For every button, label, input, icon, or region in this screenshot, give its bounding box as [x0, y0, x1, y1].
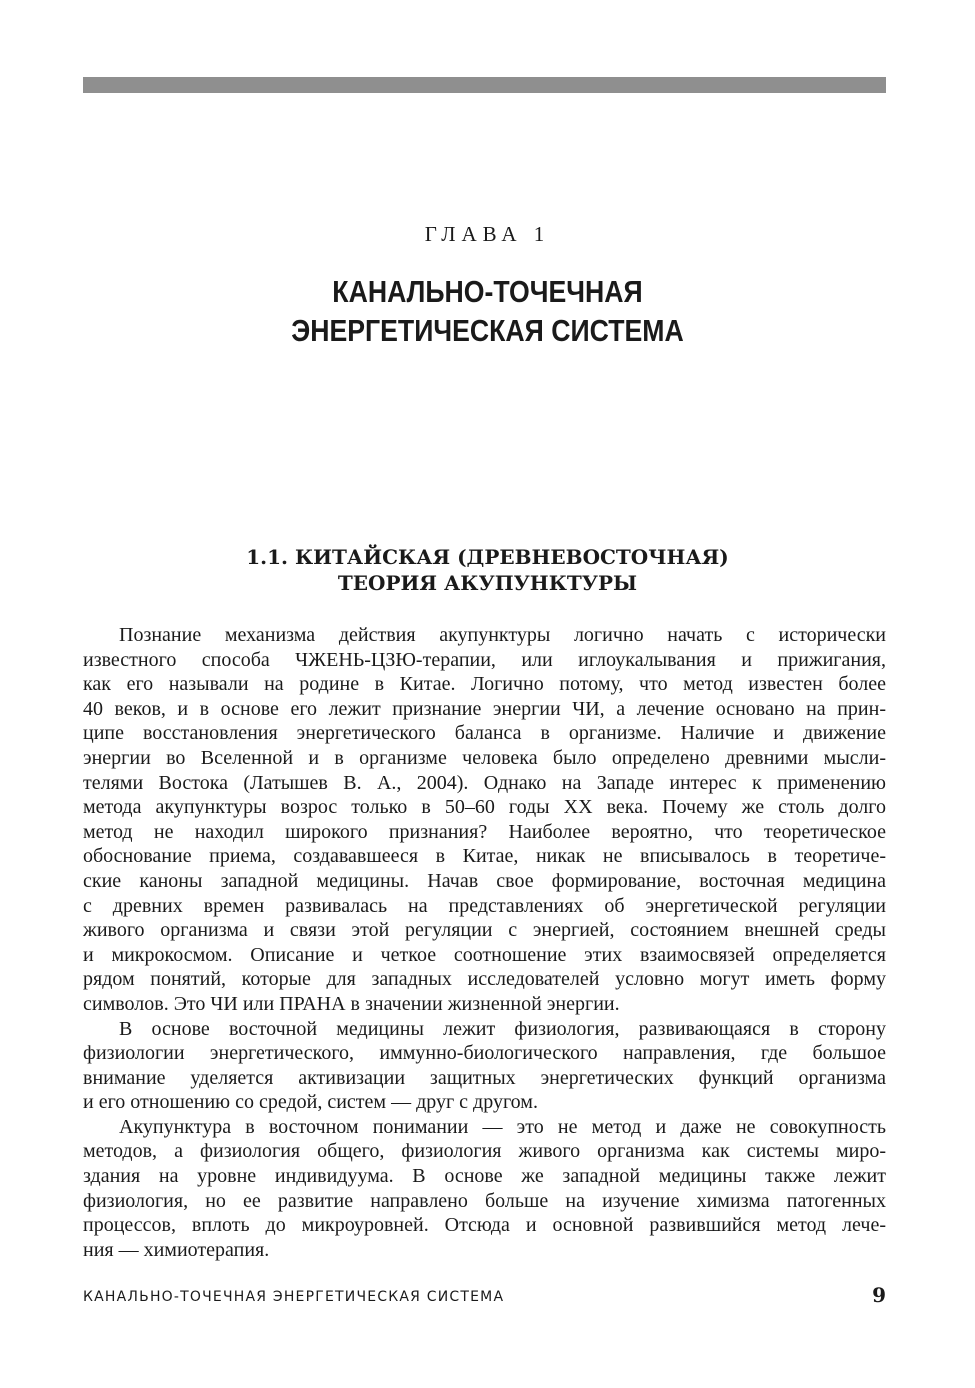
text-line: символов. Это ЧИ или ПРАНА в значении жизненной энергии. — [83, 992, 620, 1015]
text-line: физиологии энергетического, иммунно-биологического направления, где большое — [83, 1042, 886, 1065]
text-line: ципе восстановления энергетического баланса в организме. Наличие и движение — [83, 722, 886, 745]
chapter-title-line: ЭНЕРГЕТИЧЕСКАЯ СИСТЕМА — [291, 313, 684, 348]
section-title — [0, 544, 975, 596]
text-line: 40 веков, и в основе его лежит признание энергии ЧИ, а лечение основано на прин- — [83, 697, 886, 720]
text-line: процессов, вплоть до микроуровней. Отсюда и основной развившийся метод лече- — [83, 1214, 886, 1237]
text-line: рядом понятий, которые для западных исследователей условно могут иметь форму — [83, 968, 886, 991]
header-rule — [83, 77, 886, 93]
body-text — [83, 623, 886, 1262]
section-title-line: ТЕОРИЯ АКУПУНКТУРЫ — [337, 571, 638, 595]
text-line: В основе восточной медицины лежит физиология, развивающаяся в сторону — [119, 1017, 886, 1040]
text-line: известного способа ЧЖЕНЬ-ЦЗЮ-терапии, или иглоукалывания и прижигания, — [83, 648, 886, 671]
text-line: внимание уделяется активизации защитных энергетических функций организма — [83, 1066, 886, 1089]
text-line: энергии во Вселенной и в организме человека было определено древними мысли- — [83, 746, 886, 769]
text-line: и его отношению со средой, систем — друг с другом. — [83, 1091, 538, 1114]
text-line: ния — химиотерапия. — [83, 1238, 270, 1261]
running-title: КАНАЛЬНО-ТОЧЕЧНАЯ ЭНЕРГЕТИЧЕСКАЯ СИСТЕМА — [83, 1289, 505, 1305]
chapter-title — [68, 272, 907, 350]
text-line: метод не находил широкого признания? Наиболее вероятно, что теоретическое — [83, 820, 886, 843]
text-line: и микрокосмом. Описание и четкое соотношение этих взаимосвязей определяется — [83, 943, 886, 966]
text-line: живого организма и связи этой регуляции с энергией, состоянием внешней среды — [83, 919, 886, 942]
section-title-line: 1.1. КИТАЙСКАЯ (ДРЕВНЕВОСТОЧНАЯ) — [246, 545, 729, 569]
text-line: обоснование приема, создававшееся в Китае, никак не вписывалось в теоретиче- — [83, 845, 886, 868]
text-line: Познание механизма действия акупунктуры логично начать с исторически — [119, 624, 886, 646]
text-line: физиология, но ее развитие направлено больше на изучение химизма патогенных — [83, 1189, 886, 1212]
text-line: методов, а физиология общего, физиология живого организма как системы миро- — [83, 1140, 886, 1163]
page-number: 9 — [872, 1283, 886, 1307]
text-line: Акупунктура в восточном понимании — это не метод и даже не совокупность — [119, 1115, 886, 1138]
text-line: как его называли на родине в Китае. Логично потому, что метод известен более — [83, 673, 886, 696]
text-line: телями Востока (Латышев В. А., 2004). Однако на Западе интерес к применению — [83, 771, 886, 794]
chapter-label: ГЛАВА 1 — [424, 222, 551, 246]
text-line: ские каноны западной медицины. Начав свое формирование, восточная медицина — [83, 869, 886, 892]
text-line: здания на уровне индивидуума. В основе же западной медицины также лежит — [83, 1165, 886, 1188]
text-line: метода акупунктуры возрос только в 50–60 годы XX века. Почему же столь долго — [83, 796, 886, 819]
chapter-title-line: КАНАЛЬНО-ТОЧЕЧНАЯ — [332, 274, 643, 309]
text-line: с древних времен развивалась на представлениях об энергетической регуляции — [83, 894, 886, 917]
